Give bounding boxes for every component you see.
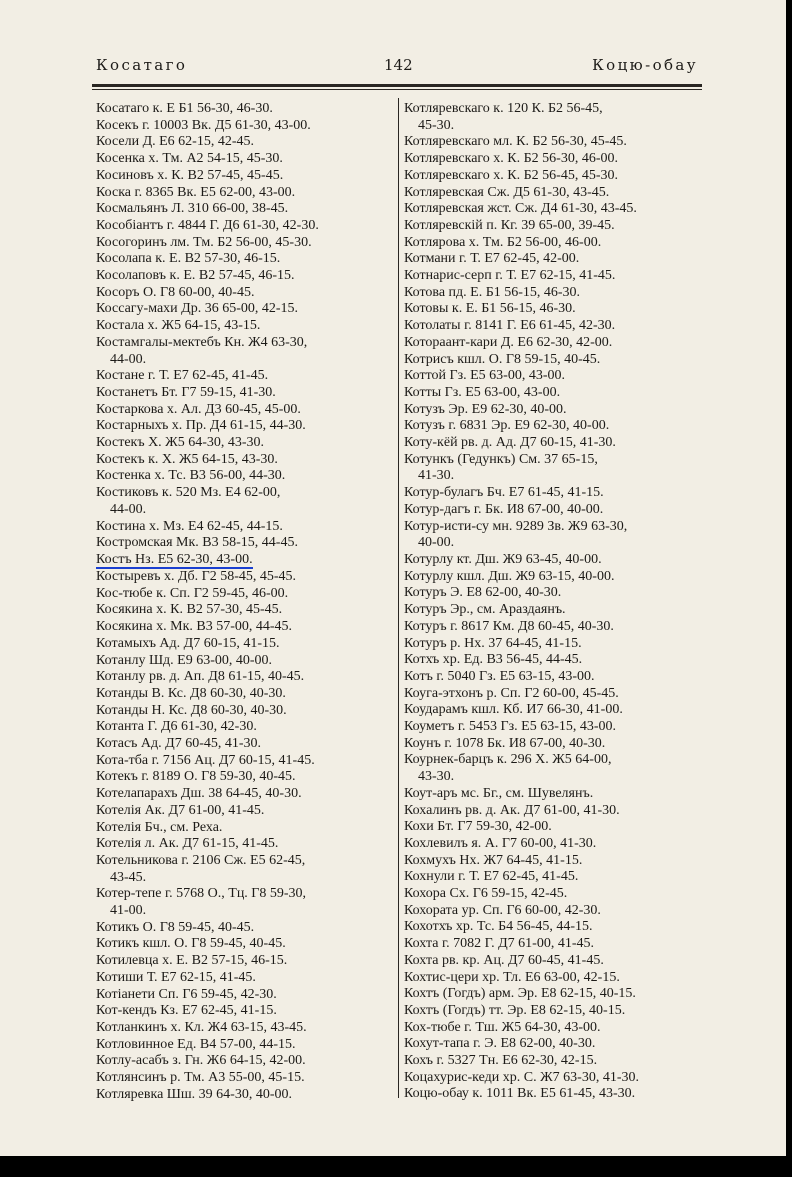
gazetteer-entry [404,552,704,569]
gazetteer-entry [404,619,704,636]
entry-text: Котанлу Шд. Е9 63-00, 40-00. [96,652,273,668]
gazetteer-entry [404,418,704,435]
entry-text: Котур-исти-су мн. 9289 Зв. Ж9 63-30, [404,518,628,534]
entry-text: Котанта Г. Д6 61-30, 42-30. [96,719,257,735]
gazetteer-entry [96,736,394,753]
underlined-entry-text: Костъ Нз. Е5 62-30, 43-00. [96,551,253,567]
entry-continuation: 41-30. [418,468,455,484]
gazetteer-entry [96,118,394,135]
gazetteer-entry [96,218,394,235]
gazetteer-entry [404,201,704,218]
gazetteer-entry [404,585,704,602]
entry-text: Костромская Мк. В3 58-15, 44-45. [96,535,298,551]
gazetteer-entry [96,1053,394,1070]
entry-text: Котрисъ кшл. О. Г8 59-15, 40-45. [404,351,601,367]
entry-text: Котикъ О. Г8 59-45, 40-45. [96,919,255,935]
gazetteer-entry [404,1036,704,1053]
gazetteer-entry [96,201,394,218]
entry-text: Котуръ Э. Е8 62-00, 40-30. [404,585,562,601]
entry-text: Котанлу рв. д. Ап. Д8 61-15, 40-45. [96,669,305,685]
entry-text: Кохъ г. 5327 Тн. Е6 62-30, 42-15. [404,1053,598,1069]
entry-text: Котасъ Ад. Д7 60-45, 41-30. [96,736,262,752]
gazetteer-entry [404,352,704,369]
entry-text: Костаркова х. Ал. Д3 60-45, 45-00. [96,401,301,417]
entry-text: Костанетъ Бт. Г7 59-15, 41-30. [96,384,276,400]
gazetteer-entry [404,853,704,870]
gazetteer-entry [96,920,394,937]
entry-text: Котункъ (Гедункъ) См. 37 65-15, [404,451,598,467]
gazetteer-entry [404,402,704,419]
entry-text: Котляревскій п. Кг. 39 65-00, 39-45. [404,217,615,233]
entry-text: Кох-тюбе г. Тш. Ж5 64-30, 43-00. [404,1019,601,1035]
entry-text: Котур-дагъ г. Бк. И8 67-00, 40-00. [404,501,604,517]
gazetteer-entry [96,519,394,536]
entry-text: Котовы к. Е. Б1 56-15, 46-30. [404,301,576,317]
gazetteer-entry [404,953,704,970]
gazetteer-entry [404,970,704,987]
entry-text: Котлянсинъ р. Тм. А3 55-00, 45-15. [96,1070,305,1086]
gazetteer-entry [96,402,394,419]
entry-text: Котамыхъ Ад. Д7 60-15, 41-15. [96,635,280,651]
entry-text: Косогоринъ лм. Тм. Б2 56-00, 45-30. [96,234,312,250]
column-divider [398,98,399,1098]
gazetteer-entry [96,803,394,820]
gazetteer-entry [404,435,704,452]
entry-text: Костарныхъ х. Пр. Д4 61-15, 44-30. [96,418,306,434]
gazetteer-entry [404,385,704,402]
gazetteer-entry [404,886,704,903]
gazetteer-entry [96,970,394,987]
entry-text: Кохтъ (Гогдъ) тт. Эр. Е8 62-15, 40-15. [404,1002,626,1018]
entry-text: Котляревскаго мл. К. Б2 56-30, 45-45. [404,134,627,150]
entry-text: Кохора Сх. Г6 59-15, 42-45. [404,886,568,902]
gazetteer-entry [96,753,394,770]
gazetteer-entry [404,519,704,552]
gazetteer-entry [404,1003,704,1020]
entry-text: Котляревская жст. Сж. Д4 61-30, 43-45. [404,201,637,217]
gazetteer-entry [404,736,704,753]
gazetteer-entry [96,886,394,919]
gazetteer-entry [96,703,394,720]
gazetteer-entry [404,636,704,653]
gazetteer-entry [404,368,704,385]
gazetteer-entry [404,235,704,252]
gazetteer-entry [96,452,394,469]
gazetteer-entry [404,836,704,853]
gazetteer-entry [404,652,704,669]
entry-text: Котекъ г. 8189 О. Г8 59-30, 40-45. [96,769,296,785]
entry-text: Коска г. 8365 Вк. Е5 62-00, 43-00. [96,184,296,200]
entry-text: Котурлу кт. Дш. Ж9 63-45, 40-00. [404,551,602,567]
entry-text: Котловинное Ед. В4 57-00, 44-15. [96,1036,296,1052]
gazetteer-entry [96,936,394,953]
gazetteer-entry [404,569,704,586]
gazetteer-entry [96,1020,394,1037]
gazetteer-entry [404,702,704,719]
entry-text: Котляревская Сж. Д5 61-30, 43-45. [404,184,610,200]
gazetteer-entry [96,468,394,485]
entry-text: Котелія л. Ак. Д7 61-15, 41-45. [96,836,279,852]
gazetteer-entry [96,853,394,886]
entry-text: Кохотхъ хр. Тс. Б4 56-45, 44-15. [404,919,593,935]
entry-text: Коцю-обау к. 1011 Вк. Е5 61-45, 43-30. [404,1086,636,1102]
entry-text: Коунъ г. 1078 Бк. И8 67-00, 40-30. [404,735,606,751]
gazetteer-entry [404,686,704,703]
gazetteer-entry [96,636,394,653]
gazetteer-entry [404,168,704,185]
entry-text: Котляревскаго х. К. Б2 56-45, 45-30. [404,167,619,183]
entry-text: Кохората ур. Сп. Г6 60-00, 42-30. [404,902,601,918]
entry-text: Коту-кёй рв. д. Ад. Д7 60-15, 41-30. [404,435,616,451]
entry-text: Котъ г. 5040 Гз. Е5 63-15, 43-00. [404,668,595,684]
gazetteer-entry [96,485,394,518]
entry-text: Костекъ Х. Ж5 64-30, 43-30. [96,435,265,451]
entry-text: Котельникова г. 2106 Сж. Е5 62-45, [96,852,306,868]
entry-text: Косели Д. Е6 62-15, 42-45. [96,134,254,150]
entry-text: Котлу-асабъ з. Гн. Ж6 64-15, 42-00. [96,1053,306,1069]
entry-text: Котляревскаго к. 120 К. Б2 56-45, [404,101,603,116]
entry-continuation: 44-00. [110,351,147,367]
entry-text: Котмани г. Т. Е7 62-45, 42-00. [404,251,580,267]
entry-text: Котланкинъ х. Кл. Ж4 63-15, 43-45. [96,1019,307,1035]
gazetteer-entry [96,168,394,185]
gazetteer-entry [404,218,704,235]
gazetteer-entry [96,251,394,268]
entry-text: Кохта г. 7082 Г. Д7 61-00, 41-45. [404,936,594,952]
gazetteer-entry [96,586,394,603]
entry-text: Кособіантъ г. 4844 Г. Д6 61-30, 42-30. [96,217,319,233]
entry-text: Котилевца х. Е. В2 57-15, 46-15. [96,953,288,969]
entry-text: Коударамъ кшл. Кб. И7 66-30, 41-00. [404,702,623,718]
gazetteer-entry [96,268,394,285]
gazetteer-entry [96,1003,394,1020]
gazetteer-entry [96,318,394,335]
entry-text: Костыревъ х. Дб. Г2 58-45, 45-45. [96,568,297,584]
entry-text: Котуръ р. Нх. 37 64-45, 41-15. [404,635,582,651]
entry-text: Котлярова х. Тм. Б2 56-00, 46-00. [404,234,602,250]
gazetteer-entry [96,987,394,1004]
entry-text: Котты Гз. Е5 63-00, 43-00. [404,384,561,400]
gazetteer-entry [404,669,704,686]
entry-text: Коцахурис-кеди хр. С. Ж7 63-30, 41-30. [404,1069,639,1085]
entry-text: Котхъ хр. Ед. В3 56-45, 44-45. [404,652,583,668]
entry-text: Котелія Бч., см. Реха. [96,819,223,835]
entry-text: Котелія Ак. Д7 61-00, 41-45. [96,802,265,818]
entry-text: Косенка х. Тм. А2 54-15, 45-30. [96,151,283,167]
gazetteer-entry [404,285,704,302]
gazetteer-entry [96,535,394,552]
gazetteer-entry [96,368,394,385]
gazetteer-entry [96,953,394,970]
gazetteer-entry [96,669,394,686]
entry-text: Кохут-тапа г. Э. Е8 62-00, 40-30. [404,1036,596,1052]
gazetteer-entry [404,268,704,285]
gazetteer-entry [96,619,394,636]
right-column [404,101,704,1103]
entry-text: Котіанети Сп. Г6 59-45, 42-30. [96,986,277,1002]
running-head-first-entry: Косатаго [96,56,188,74]
gazetteer-entry [96,301,394,318]
gazetteer-entry [404,786,704,803]
gazetteer-entry [404,101,704,134]
gazetteer-entry [404,819,704,836]
entry-text: Коурнек-барцъ к. 296 Х. Ж5 64-00, [404,752,612,768]
gazetteer-entry [404,452,704,485]
entry-continuation: 41-00. [110,903,147,919]
gazetteer-entry [404,335,704,352]
running-head-last-entry: Коцю-обау [592,56,698,74]
gazetteer-entry [96,836,394,853]
entry-text: Котляревскаго х. К. Б2 56-30, 46-00. [404,151,619,167]
header-rule-thin [92,89,702,90]
gazetteer-entry [404,318,704,335]
gazetteer-entry [404,502,704,519]
entry-text: Кохлевилъ я. А. Г7 60-00, 41-30. [404,835,597,851]
left-column [96,101,394,1103]
gazetteer-entry [404,903,704,920]
entry-text: Кохмухъ Нх. Ж7 64-45, 41-15. [404,852,583,868]
gazetteer-entry [404,301,704,318]
entry-text: Косолаповъ к. Е. В2 57-45, 46-15. [96,268,295,284]
entry-text: Котузъ Эр. Е9 62-30, 40-00. [404,401,567,417]
entry-text: Кохтис-цери хр. Тл. Е6 63-00, 42-15. [404,969,620,985]
entry-text: Котнарис-серп г. Т. Е7 62-15, 41-45. [404,268,616,284]
entry-text: Котолаты г. 8141 Г. Е6 61-45, 42-30. [404,318,616,334]
gazetteer-entry [96,335,394,368]
gazetteer-entry [404,936,704,953]
entry-text: Котузъ г. 6831 Эр. Е9 62-30, 40-00. [404,418,610,434]
gazetteer-entry [404,752,704,785]
page-number: 142 [384,56,413,74]
gazetteer-entry [96,435,394,452]
gazetteer-entry [96,686,394,703]
entry-continuation: 40-00. [418,535,455,551]
entry-text: Котуръ г. 8617 Км. Д8 60-45, 40-30. [404,618,614,634]
entry-text: Коуметъ г. 5453 Гз. Е5 63-15, 43-00. [404,719,617,735]
header-rule-thick [92,84,702,87]
entry-text: Косякина х. К. В2 57-30, 45-45. [96,602,283,618]
gazetteer-entry [96,653,394,670]
entry-text: Котикъ кшл. О. Г8 59-45, 40-45. [96,936,286,952]
entry-text: Костенка х. Тс. В3 56-00, 44-30. [96,468,286,484]
gazetteer-entry [96,1087,394,1104]
gazetteer-entry [96,769,394,786]
gazetteer-entry [404,134,704,151]
entry-text: Котляревка Шш. 39 64-30, 40-00. [96,1086,293,1102]
entry-text: Косолапа к. Е. В2 57-30, 46-15. [96,251,281,267]
entry-text: Кот-кендъ Кз. Е7 62-45, 41-15. [96,1003,277,1019]
entry-text: Коссагу-махи Др. 36 65-00, 42-15. [96,301,299,317]
gazetteer-entry [96,820,394,837]
entry-text: Коуга-этхонъ р. Сп. Г2 60-00, 45-45. [404,685,619,701]
entry-text: Косиновъ х. К. В2 57-45, 45-45. [96,167,284,183]
gazetteer-entry [404,151,704,168]
gazetteer-entry [404,251,704,268]
gazetteer-entry [96,235,394,252]
gazetteer-entry [404,803,704,820]
gazetteer-entry [96,185,394,202]
entry-text: Котур-булагъ Бч. Е7 61-45, 41-15. [404,485,604,501]
gazetteer-entry [96,1037,394,1054]
gazetteer-entry [404,1070,704,1087]
gazetteer-entry [96,134,394,151]
gazetteer-entry [404,1086,704,1103]
entry-text: Костамгалы-мектебъ Кн. Ж4 63-30, [96,334,308,350]
gazetteer-entry [96,569,394,586]
gazetteer-entry [96,418,394,435]
entry-continuation: 43-45. [110,869,147,885]
entry-continuation: 44-00. [110,501,147,517]
entry-text: Котурлу кшл. Дш. Ж9 63-15, 40-00. [404,568,615,584]
entry-text: Кос-тюбе к. Сп. Г2 59-45, 46-00. [96,585,289,601]
gazetteer-entry [404,602,704,619]
entry-text: Котова пд. Е. Б1 56-15, 46-30. [404,284,581,300]
gazetteer-entry [96,786,394,803]
gazetteer-entry [96,385,394,402]
gazetteer-entry [96,101,394,118]
entry-text: Котер-тепе г. 5768 О., Тц. Г8 59-30, [96,886,307,902]
entry-text: Кохтъ (Гогдъ) арм. Эр. Е8 62-15, 40-15. [404,986,636,1002]
gazetteer-entry [96,719,394,736]
gazetteer-entry [404,869,704,886]
entry-text: Коттой Гз. Е5 63-00, 43-00. [404,368,565,384]
entry-text: Костане г. Т. Е7 62-45, 41-45. [96,368,269,384]
entry-text: Котанды В. Кс. Д8 60-30, 40-30. [96,685,286,701]
gazetteer-entry [404,485,704,502]
entry-text: Костекъ к. Х. Ж5 64-15, 43-30. [96,451,278,467]
entry-continuation: 45-30. [418,117,455,133]
gazetteer-entry [404,1053,704,1070]
entry-continuation: 43-30. [418,769,455,785]
entry-text: Костиковъ к. 520 Мз. Е4 62-00, [96,485,281,501]
entry-text: Кохнули г. Т. Е7 62-45, 41-45. [404,869,579,885]
entry-text: Космальянъ Л. 310 66-00, 38-45. [96,201,289,217]
gazetteer-entry [404,1020,704,1037]
entry-text: Костина х. Мз. Е4 62-45, 44-15. [96,518,283,534]
entry-text: Коут-аръ мс. Бг., см. Шувелянъ. [404,785,594,801]
entry-text: Котораант-кари Д. Е6 62-30, 42-00. [404,334,613,350]
gazetteer-entry [404,185,704,202]
entry-text: Костала х. Ж5 64-15, 43-15. [96,318,261,334]
entry-text: Кохта рв. кр. Ац. Д7 60-45, 41-45. [404,952,604,968]
entry-text: Котиши Т. Е7 62-15, 41-45. [96,969,256,985]
gazetteer-entry [404,719,704,736]
entry-text: Косякина х. Мк. В3 57-00, 44-45. [96,619,293,635]
gazetteer-entry [96,602,394,619]
gazetteer-entry [404,986,704,1003]
gazetteer-entry [404,919,704,936]
entry-text: Котуръ Эр., см. Араздаянъ. [404,602,566,618]
entry-text: Кохалинъ рв. д. Ак. Д7 61-00, 41-30. [404,802,620,818]
entry-text: Косатаго к. Е Б1 56-30, 46-30. [96,101,273,116]
gazetteer-entry [96,151,394,168]
gazetteer-entry [96,1070,394,1087]
gazetteer-entry [96,552,394,569]
gazetteer-entry [96,285,394,302]
entry-text: Котелапарахъ Дш. 38 64-45, 40-30. [96,786,302,802]
entry-text: Кохи Бт. Г7 59-30, 42-00. [404,819,552,835]
entry-text: Котанды Н. Кс. Д8 60-30, 40-30. [96,702,287,718]
entry-text: Косоръ О. Г8 60-00, 40-45. [96,284,255,300]
entry-text: Косекъ г. 10003 Вк. Д5 61-30, 43-00. [96,117,311,133]
entry-text: Кота-тба г. 7156 Ац. Д7 60-15, 41-45. [96,752,315,768]
